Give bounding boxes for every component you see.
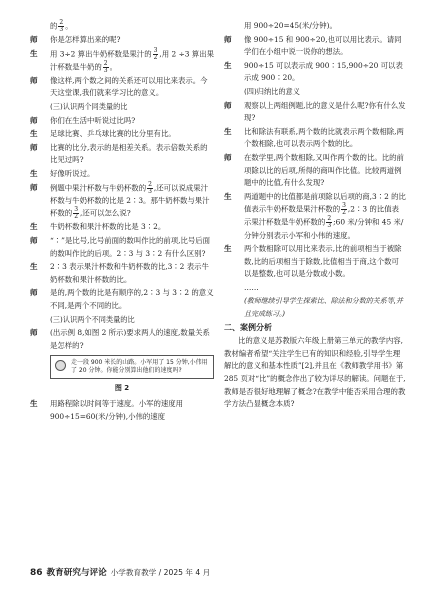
ellipsis: ……	[244, 282, 259, 292]
text: 你是怎样算出来的呢?	[50, 35, 121, 45]
dialogue-line	[30, 34, 214, 47]
dialogue-line: 生 2∶3 表示果汁杯数和牛奶杯数的比,3∶2 表示牛奶杯数和果汁杯数的比。	[30, 262, 209, 284]
example-badge-icon	[55, 360, 66, 371]
page-footer	[30, 567, 210, 580]
dialogue-line: 师 像 900÷15 和 900÷20,也可以用比表示。请同学们在小组中说一说你的想法。	[224, 34, 402, 57]
section-heading: (三)认识两个同类量的比	[50, 102, 128, 112]
figure-caption: 图 2	[114, 384, 130, 393]
speaker: 师	[30, 75, 38, 85]
dialogue-line: 师 你们在生活中听说过比吗?	[30, 115, 136, 125]
left-column	[30, 20, 214, 424]
text: 像这样,两个数之间的关系还可以用比来表示。今天这堂课,我们就来学习比的意义。	[50, 75, 208, 98]
section-heading: 二、案例分析	[224, 322, 272, 332]
figure-example-box	[50, 355, 214, 379]
dialogue-line: 师 观察以上两组例题,比的意义是什么呢?你有什么发现?	[224, 100, 406, 123]
fraction: $\frac{2}{3}$	[59, 19, 64, 33]
section-heading: (三)认识两个不同类量的比	[50, 314, 135, 324]
dialogue-line: 生 用 3÷2 算出牛奶杯数是果汁的 $\frac{3}{2}$ ,用 2 ÷3 算出果汁杯数是牛奶的 $\frac{2}{3}$ 。	[30, 46, 214, 74]
dialogue-line: 师 在数学里,两个数相除,又叫作两个数的比。比的前项除以比的后项,所得的商叫作比值。比较两道例题中的比值,有什么发现?	[224, 152, 404, 188]
dialogue-line: 师 “∶”是比号,比号前面的数叫作比的前项,比号后面的数叫作比的后项。2∶3 与 3∶2 有什么区别?	[30, 236, 211, 258]
dialogue-line: 生 牛奶杯数和果汁杯数的比是 3∶2。	[30, 222, 166, 232]
issue-info: 小学教育教学 / 2025 年 4 月	[110, 568, 211, 577]
para: 的 $\frac{2}{3}$ 。	[50, 19, 73, 33]
dialogue-line: 生 比和除法有联系,两个数的比就表示两个数相除,两个数相除,也可以表示两个数的比。	[224, 126, 404, 149]
section-heading: (四)归纳比的意义	[244, 86, 300, 96]
figure-text: 走一段 900 米长的山路。小军用了 15 分钟,小伟用了 20 分钟。你能分别算出他们的速度吗?	[71, 359, 208, 375]
right-column	[224, 20, 406, 411]
dialogue-line: 生 两道题中的比值都是前项除以后项的商,3∶2 的比值表示牛奶杯数是果汁杯数的 $\frac{3}{2}$ ,2∶3 的比值表示果汁杯数是牛奶杯数的 $\frac{2}{3}$ ;60 米/分钟和 45 米/分钟分别表示小军和小伟的速度。	[224, 191, 406, 240]
dialogue-line: 师 是的,两个数的比是有顺序的,2∶3 与 3∶2 的意义不同,是两个不同的比。	[30, 288, 214, 310]
journal-title: 教育研究与评论	[46, 568, 107, 578]
dialogue-line: 生 900÷15 可以表示成 900∶15,900÷20 可以表示成 900∶20。	[224, 60, 403, 83]
analysis-paragraph: 比的意义是苏教版六年级上册第三单元的教学内容,教材编者希望“关注学生已有的知识和经验,引导学生理解比的意义和基本性质”[2],并且在《教师教学用书》第 285 页对“比”的概念作出了较为详尽的解读。问题在于,教师是否很好地理解了概念?在教学中能否采用合理的教学方法凸显概念本质?	[224, 336, 406, 409]
speaker: 师	[30, 35, 38, 45]
dialogue-line: 生 好像听说过。	[30, 169, 95, 179]
dialogue-line: 生 用路程除以时间等于速度。小军的速度用 900÷15=60(米/分钟),小伟的速度	[30, 398, 184, 421]
dialogue-line: 师 (出示例 8,如图 2 所示)要求两人的速度,数量关系是怎样的?	[30, 328, 210, 350]
dialogue-line: 生 两个数相除可以用比来表示,比的前项相当于被除数,比的后项相当于除数,比值相当于商,这个数可以是整数,也可以是分数或小数。	[224, 244, 402, 279]
page-number: 86	[30, 568, 43, 578]
teacher-note: (教师继续引导学生探索比、除法和分数的关系等,并且完成练习。)	[244, 297, 403, 319]
speaker: 生	[30, 48, 38, 58]
dialogue-line: 师 比赛的比分,表示的是相差关系。表示倍数关系的比见过吗?	[30, 142, 208, 165]
dialogue-line: 师 例题中果汁杯数与牛奶杯数的 $\frac{2}{3}$ ,还可以说成果汁杯数与牛奶杯数的比是 2∶3。那牛奶杯数与果汁杯数的 $\frac{3}{2}$ ,还可以怎么说?	[30, 180, 210, 221]
dialogue-line: 生 足球比赛、乒乓球比赛的比分里有比。	[30, 129, 176, 139]
dialogue-line	[30, 75, 214, 100]
text: 的	[50, 21, 58, 31]
para: 用 900÷20=45(米/分钟)。	[244, 21, 337, 30]
